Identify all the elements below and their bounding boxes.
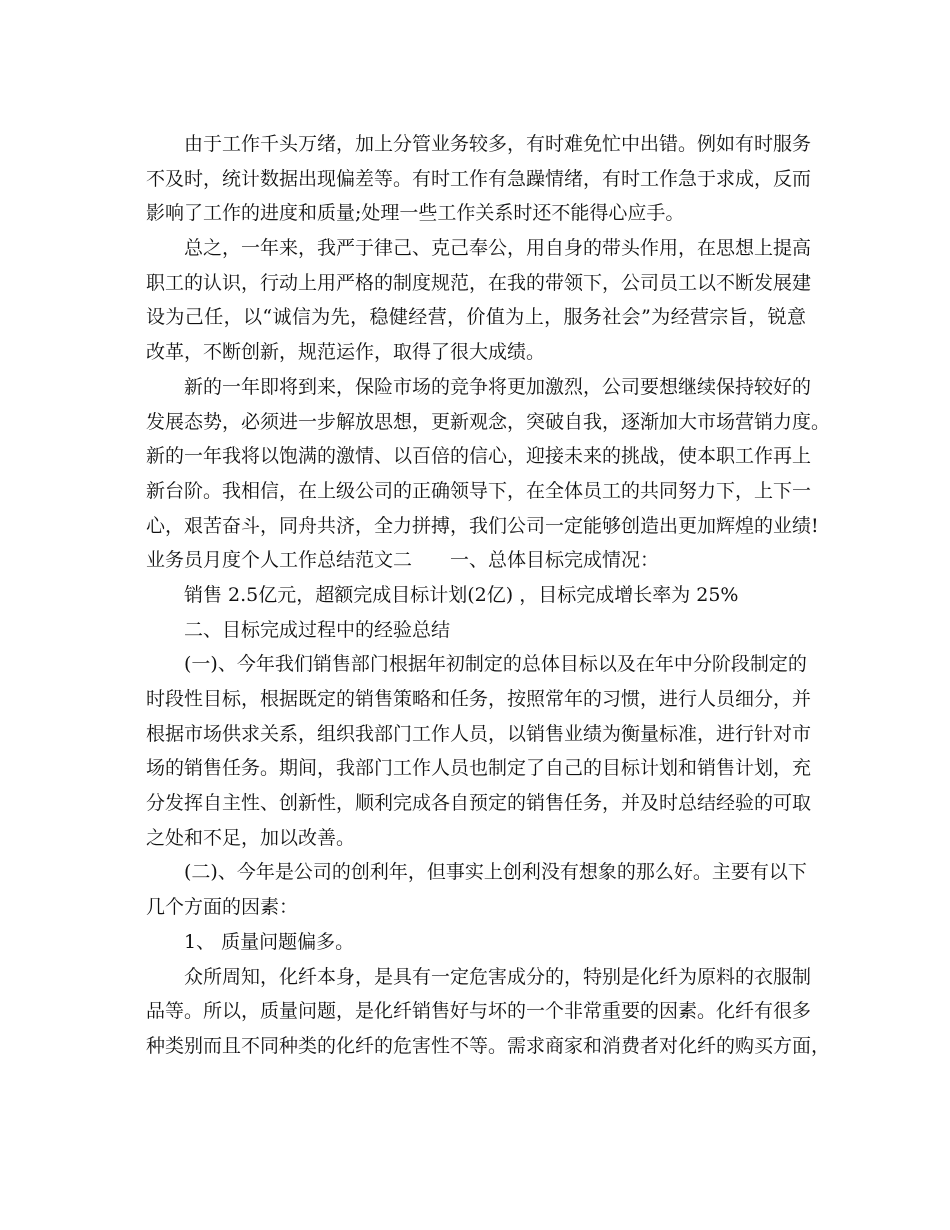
paragraph-line: (一)、今年我们销售部门根据年初制定的总体目标以及在年中分阶段制定的 bbox=[184, 653, 807, 676]
article-title: 业务员月度个人工作总结范文二 bbox=[146, 549, 413, 572]
paragraph-line: 根据市场供求关系，组织我部门工作人员，以销售业绩为衡量标准，进行针对市 bbox=[146, 722, 812, 745]
paragraph-line: 发展态势，必须进一步解放思想，更新观念，突破自我，逐渐加大市场营销力度。 bbox=[146, 410, 831, 433]
paragraph-line: 分发挥自主性、创新性，顺利完成各自预定的销售任务，并及时总结经验的可取 bbox=[146, 792, 812, 815]
paragraph-line: 心，艰苦奋斗，同舟共济，全力拼搏，我们公司一定能够创造出更加辉煌的业绩! bbox=[146, 514, 819, 537]
paragraph-line: 众所周知，化纤本身，是具有一定危害成分的，特别是化纤为原料的衣服制 bbox=[184, 965, 812, 988]
paragraph-line: 品等。所以，质量问题，是化纤销售好与坏的一个非常重要的因素。化纤有很多 bbox=[146, 1000, 812, 1023]
paragraph-line: 影响了工作的进度和质量;处理一些工作关系时还不能得心应手。 bbox=[146, 202, 685, 225]
list-item: 1、 质量问题偏多。 bbox=[184, 930, 355, 953]
paragraph-line: 新的一年即将到来，保险市场的竞争将更加激烈，公司要想继续保持较好的 bbox=[184, 375, 812, 398]
paragraph-line: 由于工作千头万绪，加上分管业务较多，有时难免忙中出错。例如有时服务 bbox=[184, 133, 812, 155]
section-heading-line bbox=[146, 543, 806, 578]
paragraph-line: 改革，不断创新，规范运作，取得了很大成绩。 bbox=[146, 341, 546, 364]
paragraph-line: 销售 2.5亿元，超额完成目标计划(2亿) ，目标完成增长率为 25% bbox=[184, 583, 739, 606]
paragraph-line: 场的销售任务。期间，我部门工作人员也制定了自己的目标计划和销售计划，充 bbox=[146, 757, 812, 780]
paragraph-line: 总之，一年来，我严于律己、克己奉公，用自身的带头作用，在思想上提高 bbox=[184, 237, 812, 260]
paragraph-line: 之处和不足，加以改善。 bbox=[146, 826, 356, 849]
document-body bbox=[146, 127, 831, 1064]
section-heading: 二、目标完成过程中的经验总结 bbox=[184, 618, 451, 641]
section-heading: 一、总体目标完成情况： bbox=[450, 549, 660, 572]
paragraph-line: 设为己任，以“诚信为先，稳健经营，价值为上，服务社会”为经营宗旨，锐意 bbox=[146, 306, 806, 329]
paragraph-line: 新的一年我将以饱满的激情、以百倍的信心，迎接未来的挑战，使本职工作再上 bbox=[146, 445, 812, 468]
paragraph-line: 不及时，统计数据出现偏差等。有时工作有急躁情绪，有时工作急于求成，反而 bbox=[146, 167, 812, 190]
paragraph-line: 几个方面的因素： bbox=[146, 896, 299, 919]
paragraph-line: 新台阶。我相信，在上级公司的正确领导下，在全体员工的共同努力下，上下一 bbox=[146, 479, 812, 502]
paragraph-line: (二)、今年是公司的创利年，但事实上创利没有想象的那么好。主要有以下 bbox=[184, 861, 807, 884]
paragraph-line: 时段性目标，根据既定的销售策略和任务，按照常年的习惯，进行人员细分，并 bbox=[146, 688, 812, 710]
paragraph-line: 种类别而且不同种类的化纤的危害性不等。需求商家和消费者对化纤的购买方面， bbox=[146, 1034, 831, 1057]
paragraph-line: 职工的认识，行动上用严格的制度规范，在我的带领下，公司员工以不断发展建 bbox=[146, 271, 812, 294]
